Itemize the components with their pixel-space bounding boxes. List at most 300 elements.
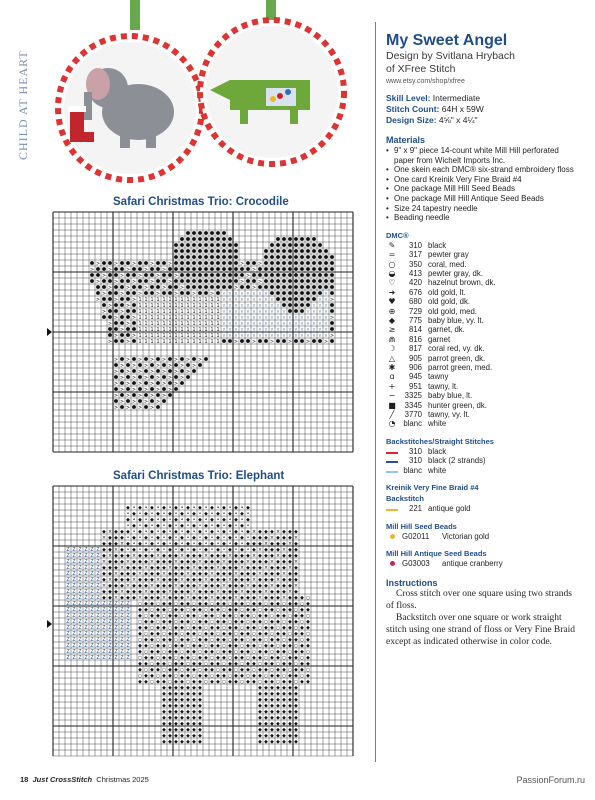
svg-text:◆: ◆ — [264, 709, 268, 715]
svg-text:▿: ▿ — [258, 309, 262, 315]
svg-text:▿: ▿ — [288, 315, 292, 321]
svg-text:◆: ◆ — [168, 595, 172, 601]
svg-text:◆: ◆ — [162, 733, 166, 739]
svg-text:○: ○ — [161, 613, 167, 619]
svg-text:◆: ◆ — [240, 559, 244, 565]
svg-text:◆: ◆ — [288, 661, 292, 667]
backstitch-key-row — [386, 456, 580, 465]
svg-text:Z: Z — [66, 547, 70, 553]
svg-text:Z: Z — [78, 595, 82, 601]
svg-text:▿: ▿ — [270, 333, 274, 339]
svg-text:▿: ▿ — [288, 327, 292, 333]
svg-text:◆: ◆ — [168, 715, 172, 721]
svg-text:>: > — [251, 339, 257, 345]
svg-text:○: ○ — [185, 625, 191, 631]
dmc-key-row — [386, 382, 580, 391]
svg-text:Z: Z — [78, 547, 82, 553]
svg-text:◆: ◆ — [282, 661, 286, 667]
svg-text:•: • — [240, 529, 244, 535]
svg-text:○: ○ — [155, 601, 161, 607]
svg-text:>: > — [137, 273, 143, 279]
svg-text:○: ○ — [209, 673, 215, 679]
svg-text:◆: ◆ — [288, 553, 292, 559]
svg-text:Z: Z — [66, 559, 70, 565]
svg-text:◆: ◆ — [126, 529, 130, 535]
svg-text:◆: ◆ — [162, 661, 166, 667]
svg-text:▿: ▿ — [246, 327, 250, 333]
svg-text:Z: Z — [114, 607, 118, 613]
svg-text:Z: Z — [66, 571, 70, 577]
svg-text:◆: ◆ — [204, 565, 208, 571]
svg-text:◆: ◆ — [180, 607, 184, 613]
svg-text:◆: ◆ — [198, 529, 202, 535]
svg-text:○: ○ — [275, 607, 281, 613]
svg-text:◆: ◆ — [246, 607, 250, 613]
stitch-symbol-icon: ⊕ — [388, 306, 396, 316]
svg-text:Z: Z — [96, 565, 100, 571]
svg-text:▿: ▿ — [222, 309, 226, 315]
material-item: • One skein each DMC® six-strand embroidery floss — [386, 165, 580, 175]
svg-text:Z: Z — [120, 613, 124, 619]
svg-text:◆: ◆ — [144, 547, 148, 553]
svg-text:1: 1 — [198, 321, 202, 327]
svg-text:○: ○ — [167, 607, 173, 613]
svg-text:Z: Z — [78, 601, 82, 607]
svg-text:•: • — [216, 529, 220, 535]
svg-text:○: ○ — [155, 637, 161, 643]
svg-text:◆: ◆ — [246, 649, 250, 655]
kreinik-key-row — [386, 504, 580, 513]
svg-text:◆: ◆ — [264, 529, 268, 535]
svg-text:◆: ◆ — [216, 523, 220, 529]
svg-text:×: × — [161, 571, 167, 577]
svg-text:◆: ◆ — [156, 523, 160, 529]
svg-text:1: 1 — [204, 339, 208, 345]
svg-text:1: 1 — [156, 303, 160, 309]
svg-text:○: ○ — [149, 661, 155, 667]
svg-text:•: • — [174, 547, 178, 553]
svg-text:◆: ◆ — [264, 721, 268, 727]
stitch-symbol-icon: ◒ — [388, 268, 396, 278]
svg-text:>: > — [131, 387, 137, 393]
svg-text:•: • — [210, 523, 214, 529]
svg-text:▿: ▿ — [252, 297, 256, 303]
svg-text:◆: ◆ — [120, 583, 124, 589]
svg-text:◆: ◆ — [222, 649, 226, 655]
svg-text:Z: Z — [72, 571, 76, 577]
svg-text:1: 1 — [156, 339, 160, 345]
kreinik-heading: Kreinik Very Fine Braid #4 — [386, 483, 479, 493]
svg-text:>: > — [131, 399, 137, 405]
svg-text:•: • — [126, 511, 130, 517]
svg-text:◆: ◆ — [258, 553, 262, 559]
svg-text:◆: ◆ — [198, 571, 202, 577]
svg-text:◆: ◆ — [258, 703, 262, 709]
svg-text:×: × — [281, 547, 287, 553]
svg-text:Z: Z — [66, 643, 70, 649]
svg-text:◆: ◆ — [288, 655, 292, 661]
svg-text:•: • — [192, 505, 196, 511]
svg-text:1: 1 — [138, 303, 142, 309]
svg-text:○: ○ — [287, 667, 293, 673]
svg-text:◆: ◆ — [138, 565, 142, 571]
svg-text:▿: ▿ — [258, 321, 262, 327]
svg-text:Z: Z — [96, 649, 100, 655]
svg-text:◆: ◆ — [162, 601, 166, 607]
stitch-symbol-icon: ✎ — [388, 240, 396, 250]
svg-text:◆: ◆ — [144, 637, 148, 643]
svg-text:◆: ◆ — [144, 673, 148, 679]
svg-text:◆: ◆ — [144, 571, 148, 577]
svg-text:×: × — [197, 583, 203, 589]
svg-text:◆: ◆ — [192, 727, 196, 733]
svg-text:▿: ▿ — [276, 303, 280, 309]
svg-text:>: > — [155, 273, 161, 279]
svg-text:Z: Z — [102, 613, 106, 619]
svg-text:▿: ▿ — [234, 291, 238, 297]
svg-text:1: 1 — [198, 309, 202, 315]
svg-text:1: 1 — [138, 333, 142, 339]
svg-text:1: 1 — [150, 333, 154, 339]
svg-text:○: ○ — [305, 667, 311, 673]
svg-text:◆: ◆ — [306, 637, 310, 643]
svg-text:×: × — [107, 553, 113, 559]
svg-text:×: × — [275, 577, 281, 583]
svg-text:◆: ◆ — [270, 655, 274, 661]
svg-text:◆: ◆ — [294, 529, 298, 535]
stitch-symbol-icon: ╱ — [389, 410, 395, 420]
svg-text:×: × — [119, 541, 125, 547]
svg-text:◆: ◆ — [192, 547, 196, 553]
svg-text:1: 1 — [144, 333, 148, 339]
svg-text:>: > — [119, 387, 125, 393]
svg-text:Z: Z — [96, 625, 100, 631]
svg-text:◆: ◆ — [108, 571, 112, 577]
stitch-symbol-icon: ⋒ — [388, 334, 396, 344]
svg-text:◆: ◆ — [264, 679, 268, 685]
svg-text:◆: ◆ — [174, 613, 178, 619]
svg-text:×: × — [263, 589, 269, 595]
svg-text:◆: ◆ — [282, 685, 286, 691]
svg-text:1: 1 — [192, 297, 196, 303]
svg-text:▿: ▿ — [246, 309, 250, 315]
svg-text:◆: ◆ — [306, 601, 310, 607]
svg-text:◆: ◆ — [258, 685, 262, 691]
svg-text:○: ○ — [173, 601, 179, 607]
svg-text:◆: ◆ — [222, 619, 226, 625]
svg-text:◆: ◆ — [294, 619, 298, 625]
svg-text:◆: ◆ — [102, 541, 106, 547]
svg-text:Z: Z — [96, 631, 100, 637]
svg-text:×: × — [275, 529, 281, 535]
svg-text:◆: ◆ — [258, 715, 262, 721]
svg-text:▿: ▿ — [276, 315, 280, 321]
svg-text:◆: ◆ — [222, 613, 226, 619]
svg-text:◆: ◆ — [246, 631, 250, 637]
svg-text:◆: ◆ — [282, 679, 286, 685]
svg-text:▿: ▿ — [312, 321, 316, 327]
svg-text:▿: ▿ — [222, 291, 226, 297]
svg-text:×: × — [125, 583, 131, 589]
svg-text:1: 1 — [186, 339, 190, 345]
svg-text:◆: ◆ — [162, 739, 166, 745]
svg-text:Z: Z — [78, 619, 82, 625]
svg-text:▿: ▿ — [258, 333, 262, 339]
svg-text:•: • — [162, 523, 166, 529]
svg-text:◆: ◆ — [180, 547, 184, 553]
svg-text:◆: ◆ — [174, 529, 178, 535]
svg-text:▿: ▿ — [234, 303, 238, 309]
dmc-code: 817 — [408, 344, 422, 354]
svg-text:>: > — [185, 369, 191, 375]
svg-text:○: ○ — [269, 631, 275, 637]
svg-text:◆: ◆ — [258, 709, 262, 715]
svg-text:◆: ◆ — [216, 619, 220, 625]
svg-text:▿: ▿ — [264, 303, 268, 309]
svg-text:◆: ◆ — [216, 595, 220, 601]
svg-text:>: > — [185, 357, 191, 363]
dmc-code: 310 — [408, 240, 422, 250]
svg-text:▿: ▿ — [300, 315, 304, 321]
svg-text:1: 1 — [180, 327, 184, 333]
svg-text:◆: ◆ — [162, 517, 166, 523]
svg-text:◆: ◆ — [162, 625, 166, 631]
svg-text:>: > — [167, 375, 173, 381]
svg-text:Z: Z — [114, 643, 118, 649]
svg-text:◆: ◆ — [180, 709, 184, 715]
svg-text:▿: ▿ — [222, 297, 226, 303]
svg-text:◆: ◆ — [186, 649, 190, 655]
svg-text:Z: Z — [96, 595, 100, 601]
svg-text:×: × — [233, 595, 239, 601]
svg-text:○: ○ — [209, 655, 215, 661]
svg-text:◆: ◆ — [192, 715, 196, 721]
svg-text:◆: ◆ — [156, 535, 160, 541]
svg-text:○: ○ — [137, 673, 143, 679]
svg-text:◆: ◆ — [192, 559, 196, 565]
svg-text:1: 1 — [186, 315, 190, 321]
svg-text:◆: ◆ — [186, 631, 190, 637]
svg-text:◆: ◆ — [276, 535, 280, 541]
svg-text:1: 1 — [204, 303, 208, 309]
dmc-color-name: black — [428, 240, 447, 250]
svg-text:◆: ◆ — [228, 535, 232, 541]
svg-text:×: × — [269, 559, 275, 565]
svg-text:◆: ◆ — [138, 541, 142, 547]
svg-text:•: • — [246, 535, 250, 541]
svg-text:Z: Z — [120, 643, 124, 649]
svg-text:>: > — [305, 339, 311, 345]
svg-text:◆: ◆ — [162, 685, 166, 691]
svg-text:◆: ◆ — [138, 577, 142, 583]
svg-text:◆: ◆ — [180, 601, 184, 607]
svg-text:○: ○ — [167, 625, 173, 631]
svg-text:×: × — [227, 577, 233, 583]
svg-text:○: ○ — [227, 601, 233, 607]
svg-text:◆: ◆ — [270, 541, 274, 547]
svg-text:Z: Z — [78, 625, 82, 631]
svg-text:○: ○ — [221, 679, 227, 685]
svg-text:Z: Z — [96, 571, 100, 577]
svg-text:◆: ◆ — [198, 685, 202, 691]
line-swatch — [386, 447, 398, 456]
svg-text:Z: Z — [78, 565, 82, 571]
svg-text:◆: ◆ — [240, 655, 244, 661]
svg-text:▿: ▿ — [282, 315, 286, 321]
svg-text:◆: ◆ — [126, 505, 130, 511]
svg-text:1: 1 — [204, 315, 208, 321]
dmc-key-row — [386, 410, 580, 419]
svg-text:◆: ◆ — [288, 703, 292, 709]
svg-text:◆: ◆ — [264, 727, 268, 733]
svg-text:1: 1 — [174, 303, 178, 309]
svg-text:▿: ▿ — [258, 327, 262, 333]
svg-text:>: > — [113, 315, 119, 321]
backstitch-name: white — [428, 465, 447, 475]
svg-text:•: • — [162, 511, 166, 517]
svg-text:◆: ◆ — [258, 691, 262, 697]
svg-text:Z: Z — [90, 583, 94, 589]
svg-text:◆: ◆ — [276, 709, 280, 715]
svg-text:◆: ◆ — [276, 703, 280, 709]
svg-text:◆: ◆ — [162, 619, 166, 625]
svg-text:×: × — [293, 583, 299, 589]
svg-text:>: > — [119, 309, 125, 315]
svg-text:◆: ◆ — [216, 535, 220, 541]
svg-text:◆: ◆ — [198, 541, 202, 547]
svg-text:◆: ◆ — [294, 631, 298, 637]
svg-text:◆: ◆ — [246, 661, 250, 667]
svg-text:◆: ◆ — [138, 559, 142, 565]
svg-text:◆: ◆ — [234, 643, 238, 649]
svg-text:◆: ◆ — [276, 733, 280, 739]
svg-text:Z: Z — [96, 547, 100, 553]
svg-text:Z: Z — [72, 607, 76, 613]
svg-text:>: > — [113, 297, 119, 303]
svg-text:◆: ◆ — [168, 739, 172, 745]
svg-text:◆: ◆ — [276, 583, 280, 589]
svg-text:•: • — [246, 547, 250, 553]
svg-text:◆: ◆ — [264, 703, 268, 709]
svg-text:•: • — [132, 541, 136, 547]
svg-text:▿: ▿ — [246, 321, 250, 327]
svg-text:◆: ◆ — [276, 595, 280, 601]
svg-text:◆: ◆ — [228, 661, 232, 667]
svg-text:◆: ◆ — [276, 739, 280, 745]
svg-text:Z: Z — [126, 601, 130, 607]
svg-text:Z: Z — [114, 625, 118, 631]
svg-text:○: ○ — [257, 625, 263, 631]
backstitch-code: 310 — [408, 446, 422, 456]
svg-text:×: × — [269, 535, 275, 541]
svg-text:◆: ◆ — [264, 553, 268, 559]
svg-text:◆: ◆ — [192, 667, 196, 673]
svg-text:◆: ◆ — [276, 685, 280, 691]
svg-text:•: • — [192, 529, 196, 535]
svg-text:>: > — [173, 369, 179, 375]
svg-text:◆: ◆ — [264, 643, 268, 649]
svg-text:◆: ◆ — [210, 577, 214, 583]
svg-text:>: > — [143, 363, 149, 369]
svg-text:>: > — [251, 267, 257, 273]
svg-text:◆: ◆ — [162, 655, 166, 661]
svg-text:▿: ▿ — [276, 327, 280, 333]
svg-text:Z: Z — [78, 577, 82, 583]
svg-text:◆: ◆ — [186, 601, 190, 607]
svg-text:Z: Z — [114, 655, 118, 661]
svg-text:◆: ◆ — [174, 715, 178, 721]
svg-text:•: • — [240, 517, 244, 523]
svg-text:○: ○ — [221, 607, 227, 613]
svg-text:>: > — [107, 267, 113, 273]
svg-text:◆: ◆ — [192, 553, 196, 559]
svg-text:>: > — [125, 267, 131, 273]
svg-text:Z: Z — [120, 619, 124, 625]
svg-text:◆: ◆ — [258, 619, 262, 625]
svg-text:1: 1 — [198, 303, 202, 309]
svg-text:◆: ◆ — [276, 565, 280, 571]
svg-text:◆: ◆ — [120, 535, 124, 541]
svg-text:Z: Z — [114, 637, 118, 643]
page-number: 18 — [20, 775, 29, 784]
svg-text:Z: Z — [120, 655, 124, 661]
svg-text:◆: ◆ — [186, 739, 190, 745]
size-value: 4⅝" x 4¼" — [438, 115, 478, 125]
svg-text:◆: ◆ — [198, 733, 202, 739]
svg-text:◆: ◆ — [132, 511, 136, 517]
svg-text:▿: ▿ — [318, 315, 322, 321]
svg-text:◆: ◆ — [240, 667, 244, 673]
svg-text:◆: ◆ — [246, 613, 250, 619]
svg-text:◆: ◆ — [108, 541, 112, 547]
svg-text:◆: ◆ — [228, 643, 232, 649]
svg-text:◆: ◆ — [264, 625, 268, 631]
dmc-code: 814 — [408, 325, 422, 335]
svg-text:×: × — [215, 589, 221, 595]
svg-text:◆: ◆ — [222, 577, 226, 583]
svg-text:◆: ◆ — [204, 619, 208, 625]
svg-text:•: • — [234, 511, 238, 517]
svg-text:◆: ◆ — [240, 571, 244, 577]
svg-text:◆: ◆ — [282, 553, 286, 559]
svg-text:1: 1 — [138, 309, 142, 315]
svg-text:○: ○ — [233, 613, 239, 619]
svg-text:Z: Z — [90, 601, 94, 607]
svg-text:○: ○ — [275, 679, 281, 685]
svg-text:×: × — [227, 553, 233, 559]
svg-text:×: × — [101, 583, 107, 589]
svg-text:◆: ◆ — [180, 535, 184, 541]
svg-text:◆: ◆ — [264, 535, 268, 541]
dmc-color-name: tawny — [428, 372, 449, 382]
svg-text:Z: Z — [114, 649, 118, 655]
svg-text:•: • — [240, 541, 244, 547]
svg-text:Z: Z — [96, 589, 100, 595]
page-footer — [20, 775, 149, 784]
skill-value: Intermediate — [432, 93, 481, 103]
svg-text:◆: ◆ — [174, 607, 178, 613]
svg-text:▿: ▿ — [312, 315, 316, 321]
svg-text:◆: ◆ — [270, 673, 274, 679]
svg-text:Z: Z — [78, 631, 82, 637]
svg-text:◆: ◆ — [168, 703, 172, 709]
svg-text:>: > — [131, 297, 137, 303]
svg-text:•: • — [222, 523, 226, 529]
svg-text:Z: Z — [120, 625, 124, 631]
svg-text:○: ○ — [221, 643, 227, 649]
svg-text:◆: ◆ — [252, 637, 256, 643]
svg-text:◆: ◆ — [264, 559, 268, 565]
